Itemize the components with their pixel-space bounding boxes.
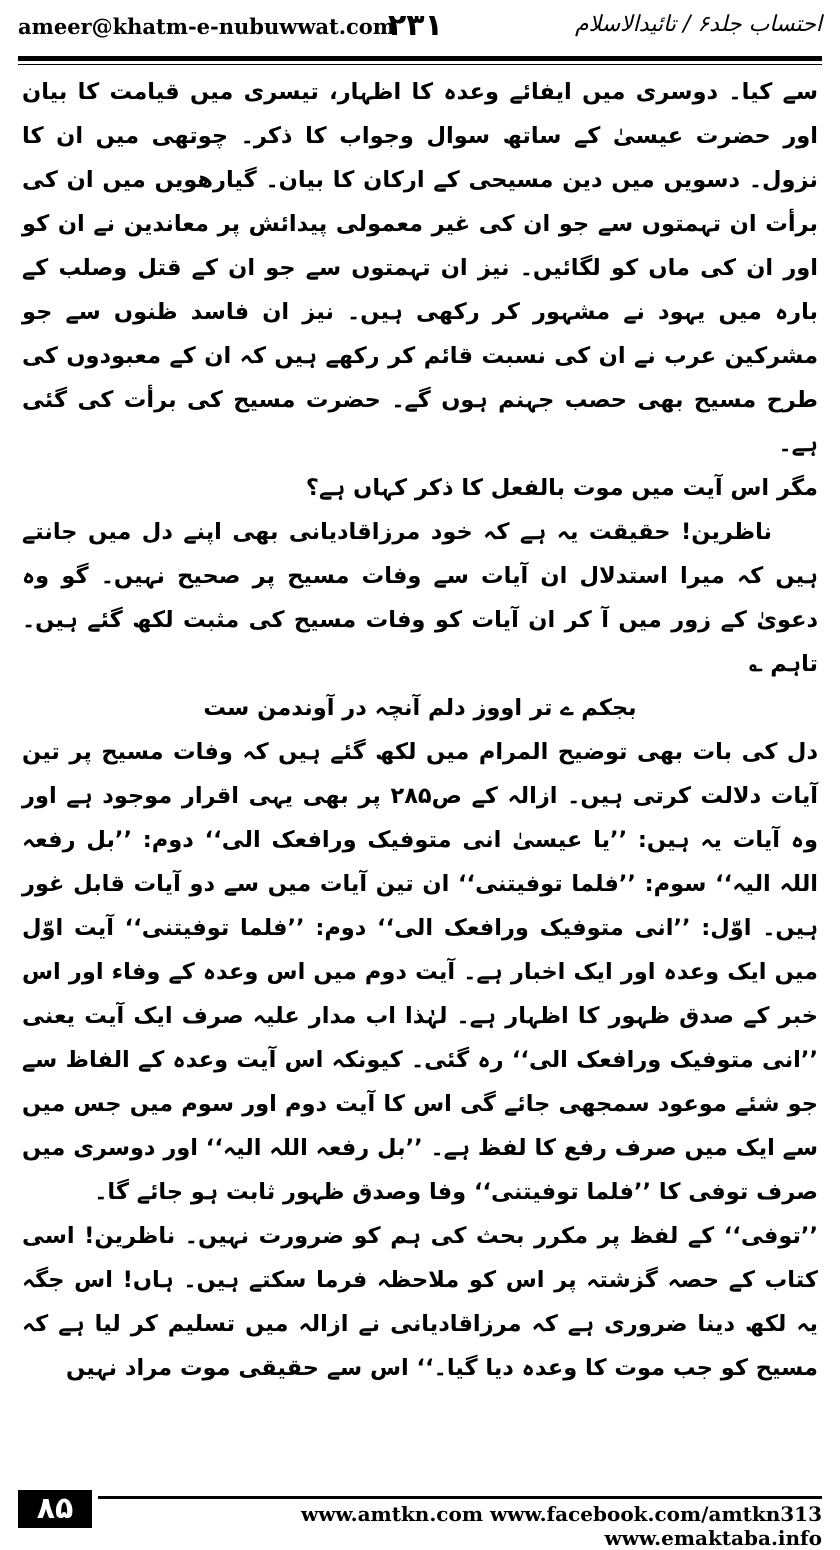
paragraph-3: ناظرین! حقیقت یہ ہے کہ خود مرزاقادیانی بھی اپنے دل میں جانتے ہیں کہ میرا استدلال ان آیات سے وفات مسیح پر صحیح نہیں۔ گو وہ دعویٰ کے زور میں آ کر ان آیات کو وفات مسیح کی مثبت لکھ گئے ہیں۔ تاہم ؎ (22, 519, 818, 677)
header-book-title: احتساب جلد۶ / تائیدالاسلام (574, 12, 822, 37)
paragraph-4: دل کی بات بھی توضیح المرام میں لکھ گئے ہیں کہ وفات مسیح پر تین آیات دلالت کرتی ہیں۔ ازالہ کے ص۲۸۵ پر بھی یہی اقرار موجود ہے اور وہ آیات یہ ہیں: ’’یا عیسیٰ انی متوفیک ورافعک الی‘‘ دوم: ’’بل رفعہ اللہ الیہ‘‘ سوم: ’’فلما توفیتنی‘‘ ان تین آیات میں سے دو آیات قابل غور ہیں۔ اوّل: ’’انی متوفیک ورافعک الی‘‘ دوم: ’’فلما توفیتنی‘‘ آیت اوّل میں ایک وعدہ اور ایک اخبار ہے۔ آیت دوم میں اس وعدہ کے وفاء اور اس خبر کے صدق ظہور کا اظہار ہے۔ لہٰذا اب مدار علیہ صرف ایک آیت یعنی ’’انی متوفیک ورافعک الی‘‘ رہ گئی۔ کیونکہ اس آیت وعدہ کے الفاظ سے جو شئے موعود سمجھی جائے گی اس کا آیت دوم اور سوم میں جس میں سے ایک میں صرف رفع کا لفظ ہے۔ ’’بل رفعہ اللہ الیہ‘‘ اور دوسری میں صرف توفی کا ’’فلما توفیتنی‘‘ وفا وصدق ظہور ثابت ہو جائے گا۔ (22, 739, 818, 1205)
page-body (22, 70, 818, 1484)
header-rule-thick (18, 56, 822, 61)
header-rule-thin (18, 64, 822, 65)
paragraph-5: ’’توفی‘‘ کے لفظ پر مکرر بحث کی ہم کو ضرورت نہیں۔ ناظرین! اسی کتاب کے حصہ گزشتہ پر اس کو ملاحظہ فرما سکتے ہیں۔ ہاں! اس جگہ یہ لکھ دینا ضروری ہے کہ مرزاقادیانی نے ازالہ میں تسلیم کر لیا ہے کہ مسیح کو جب موت کا وعدہ دیا گیا۔‘‘ اس سے حقیقی موت مراد نہیں (22, 1223, 818, 1381)
paragraph-2: مگر اس آیت میں موت بالفعل کا ذکر کہاں ہے؟ (305, 475, 818, 501)
page-footer (18, 1486, 822, 1550)
persian-verse: بجکم ے تر اووز دلم آنچہ در آوندمن ست (203, 695, 637, 721)
page-header (18, 8, 822, 52)
header-email: ameer@khatm-e-nubuwwat.com (18, 14, 396, 39)
footer-urls[interactable]: www.amtkn.com www.facebook.com/amtkn313 www.emaktaba.info (300, 1502, 822, 1550)
footer-page-number: ۸۵ (18, 1490, 92, 1528)
footer-rule (98, 1496, 822, 1499)
paragraph-1: سے کیا۔ دوسری میں ایفائے وعدہ کا اظہار، تیسری میں قیامت کا بیان اور حضرت عیسیٰ کے ساتھ سوال وجواب کا ذکر۔ چوتھی میں ان کا نزول۔ دسویں میں دین مسیحی کے ارکان کا بیان۔ گیارھویں میں ان کی برأت ان تہمتوں سے جو ان کی غیر معمولی پیدائش پر معاندین نے ان کو اور ان کی ماں کو لگائیں۔ نیز ان تہمتوں سے جو ان کے قتل وصلب کے بارہ میں یہود نے مشہور کر رکھی ہیں۔ نیز ان فاسد ظنوں سے جو مشرکین عرب نے ان کی نسبت قائم کر رکھے ہیں کہ ان کے معبودوں کی طرح مسیح بھی حصب جہنم ہوں گے۔ حضرت مسیح کی برأت کی گئی ہے۔ (22, 79, 818, 457)
header-page-number: ۲۳۱ (388, 8, 443, 43)
